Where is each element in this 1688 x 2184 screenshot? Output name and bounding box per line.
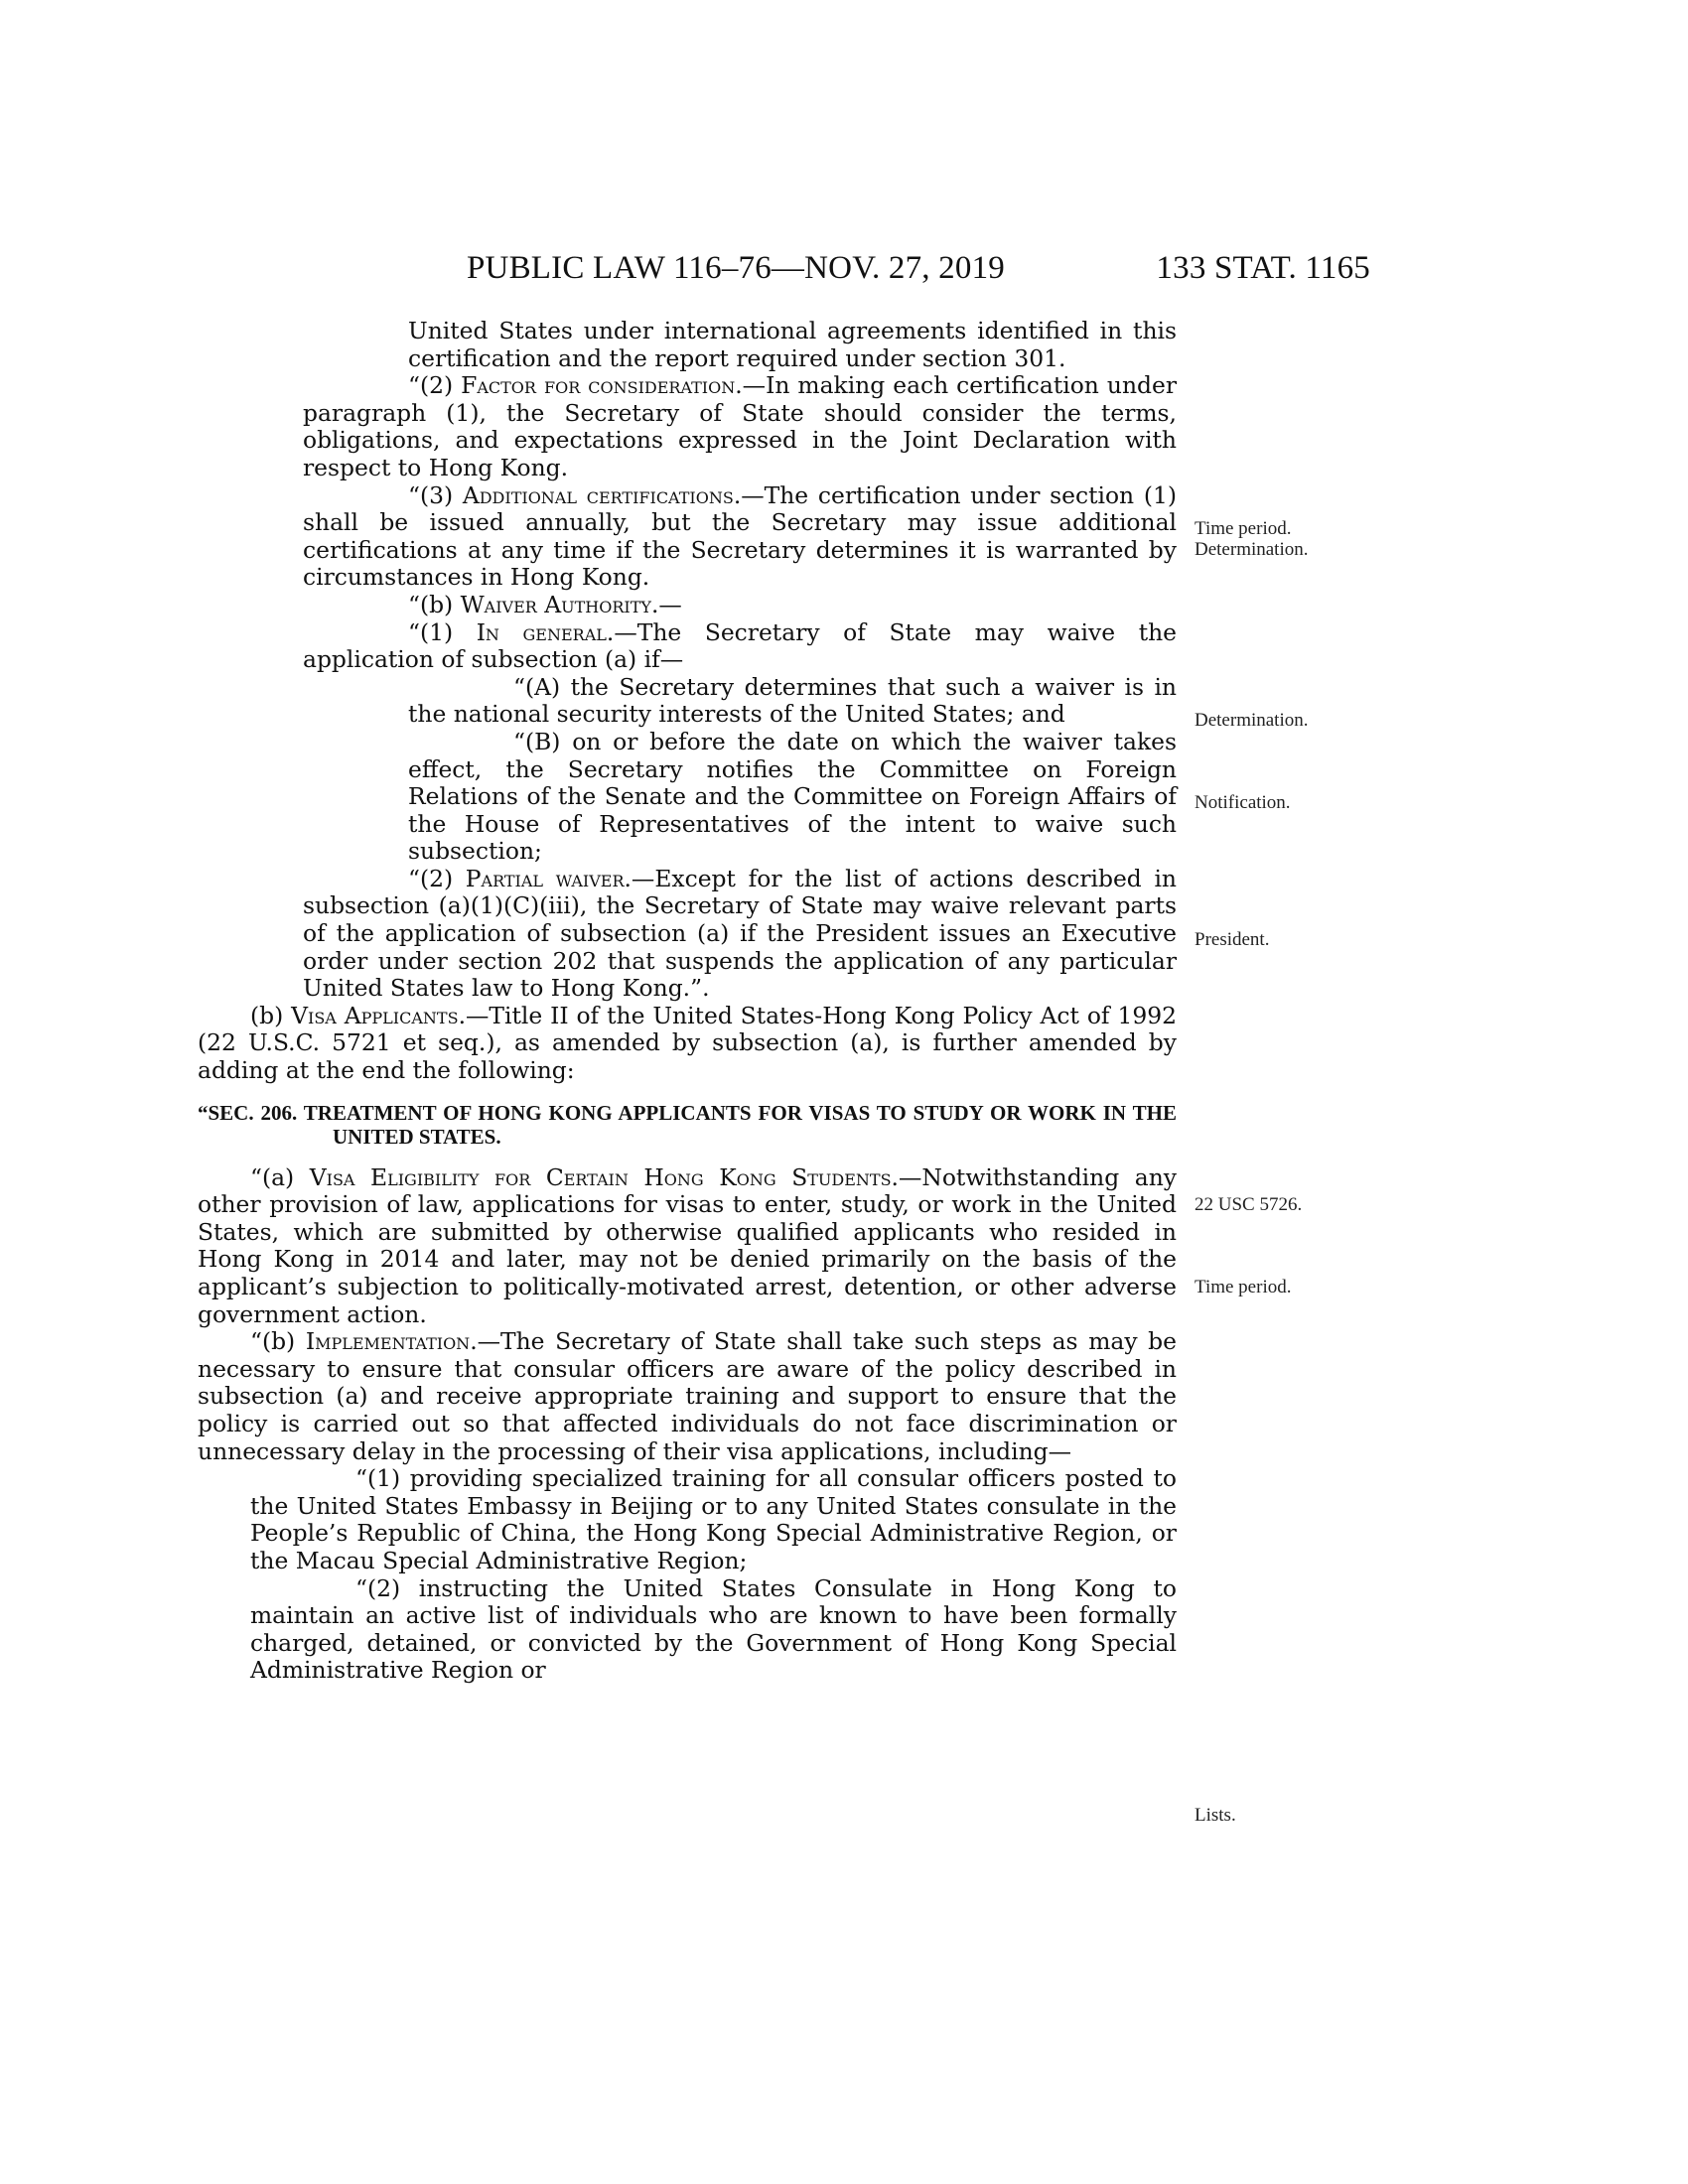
para-heading: Partial waiver bbox=[465, 864, 625, 892]
para-text: .—In making each certification under paragraph (1), the Secretary of State should consider the terms, obligations, and expectations expressed in the Joint Declaration with respect to Hong Kong. bbox=[303, 371, 1177, 481]
margin-note-usc: 22 USC 5726. bbox=[1195, 1194, 1303, 1215]
para-heading: Additional certifications bbox=[462, 480, 734, 509]
para-lead: “(a) bbox=[250, 1162, 310, 1191]
paragraph-continuation: United States under international agreements identified in this certification and the report required under section 301. bbox=[408, 317, 1177, 372]
header-page-number: 133 STAT. 1165 bbox=[1156, 250, 1370, 286]
margin-note-time-period: Time period. bbox=[1195, 1277, 1292, 1297]
para-lead: (b) bbox=[250, 1001, 292, 1029]
para-lead: “(b) bbox=[408, 590, 461, 618]
para-text: .—Notwithstanding any other provision of law, applications for visas to enter, study, or work in the United States, which are submitted by otherwise qualified applicants who resided in Hong Kong in 2014 and later, may not be denied primarily on the basis of the applicant’s subjection to politically-motivated arrest, detention, or other adverse government action. bbox=[198, 1162, 1177, 1328]
paragraph-visa-applicants bbox=[198, 1003, 1177, 1085]
para-heading: Implementation bbox=[305, 1327, 471, 1356]
para-lead: “(1) bbox=[408, 617, 477, 646]
para-text: .—The Secretary of State may waive the application of subsection (a) if— bbox=[303, 617, 1177, 674]
header-citation: PUBLIC LAW 116–76—NOV. 27, 2019 bbox=[467, 250, 1005, 286]
margin-note-determination: Determination. bbox=[1195, 539, 1309, 560]
para-heading: Factor for consideration bbox=[461, 371, 736, 400]
page-header bbox=[467, 250, 1370, 287]
para-lead: “(2) bbox=[408, 371, 462, 400]
paragraph-waiver-authority bbox=[303, 592, 1177, 619]
paragraph-implementation bbox=[198, 1328, 1177, 1465]
paragraph-training: “(1) providing specialized training for all consular officers posted to the United States Embassy in Beijing or to any United States consulate in the People’s Republic of China, the Hong Kong Special Administrative Region, or the Macau Special Administrative Region; bbox=[250, 1464, 1177, 1574]
paragraph-additional-certifications bbox=[303, 482, 1177, 592]
para-text: .—The certification under section (1) shall be issued annually, but the Secretary may issue additional certifications at any time if the Secretary determines it is warranted by circumstances in Hong Kong. bbox=[303, 480, 1177, 592]
para-heading: Visa Applicants bbox=[291, 1001, 459, 1029]
para-heading: Visa Eligibility for Certain Hong Kong Students bbox=[309, 1162, 892, 1191]
para-heading: Waiver Authority bbox=[460, 590, 651, 618]
para-text: .—Title II of the United States-Hong Kong Policy Act of 1992 (22 U.S.C. 5721 et seq.), as amended by subsection (a), is further amended by adding at the end the following: bbox=[198, 1001, 1177, 1085]
para-text: .—The Secretary of State shall take such steps as may be necessary to ensure that consular officers are aware of the policy described in subsection (a) and receive appropriate training and support to ensure that the policy is carried out so that affected individuals do not face discrimination or unnecessary delay in the processing of their visa applications, including— bbox=[198, 1327, 1177, 1465]
paragraph-in-general bbox=[303, 619, 1177, 674]
margin-note-notification: Notification. bbox=[1195, 792, 1291, 813]
section-heading: “SEC. 206. TREATMENT OF HONG KONG APPLICANTS FOR VISAS TO STUDY OR WORK IN THE UNITED STATES. bbox=[198, 1100, 1177, 1149]
margin-note-president: President. bbox=[1195, 929, 1270, 950]
para-text: .— bbox=[650, 590, 682, 618]
paragraph-subclause-b: “(B) on or before the date on which the waiver takes effect, the Secretary notifies the Committee on Foreign Relations of the Senate and the Committee on Foreign Affairs of the House of Representatives of the intent to waive such subsection; bbox=[408, 727, 1177, 866]
paragraph-subclause-a: “(A) the Secretary determines that such a waiver is in the national security interests of the United States; and bbox=[408, 672, 1177, 729]
para-heading: In general bbox=[476, 617, 607, 646]
para-lead: “(3) bbox=[408, 480, 463, 509]
paragraph-partial-waiver bbox=[303, 866, 1177, 1003]
paragraph-factor-for-consideration bbox=[303, 372, 1177, 481]
para-text: .—Except for the list of actions described in subsection (a)(1)(C)(iii), the Secretary of State may waive relevant parts of the application of subsection (a) if the President issues an Executive order under section 202 that suspends the application of any particular United States law to Hong Kong.”. bbox=[303, 864, 1177, 1003]
margin-note-lists: Lists. bbox=[1195, 1805, 1236, 1826]
document-body bbox=[198, 317, 1177, 1685]
margin-note-determination: Determination. bbox=[1195, 710, 1309, 731]
paragraph-active-list: “(2) instructing the United States Consulate in Hong Kong to maintain an active list of individuals who are known to have been formally charged, detained, or convicted by the Government of Hong Kong Special Administrative Region or bbox=[250, 1573, 1177, 1685]
margin-note-time-period: Time period. bbox=[1195, 518, 1292, 539]
para-lead: “(b) bbox=[250, 1327, 306, 1356]
para-lead: “(2) bbox=[408, 864, 466, 892]
paragraph-visa-eligibility bbox=[198, 1164, 1177, 1329]
